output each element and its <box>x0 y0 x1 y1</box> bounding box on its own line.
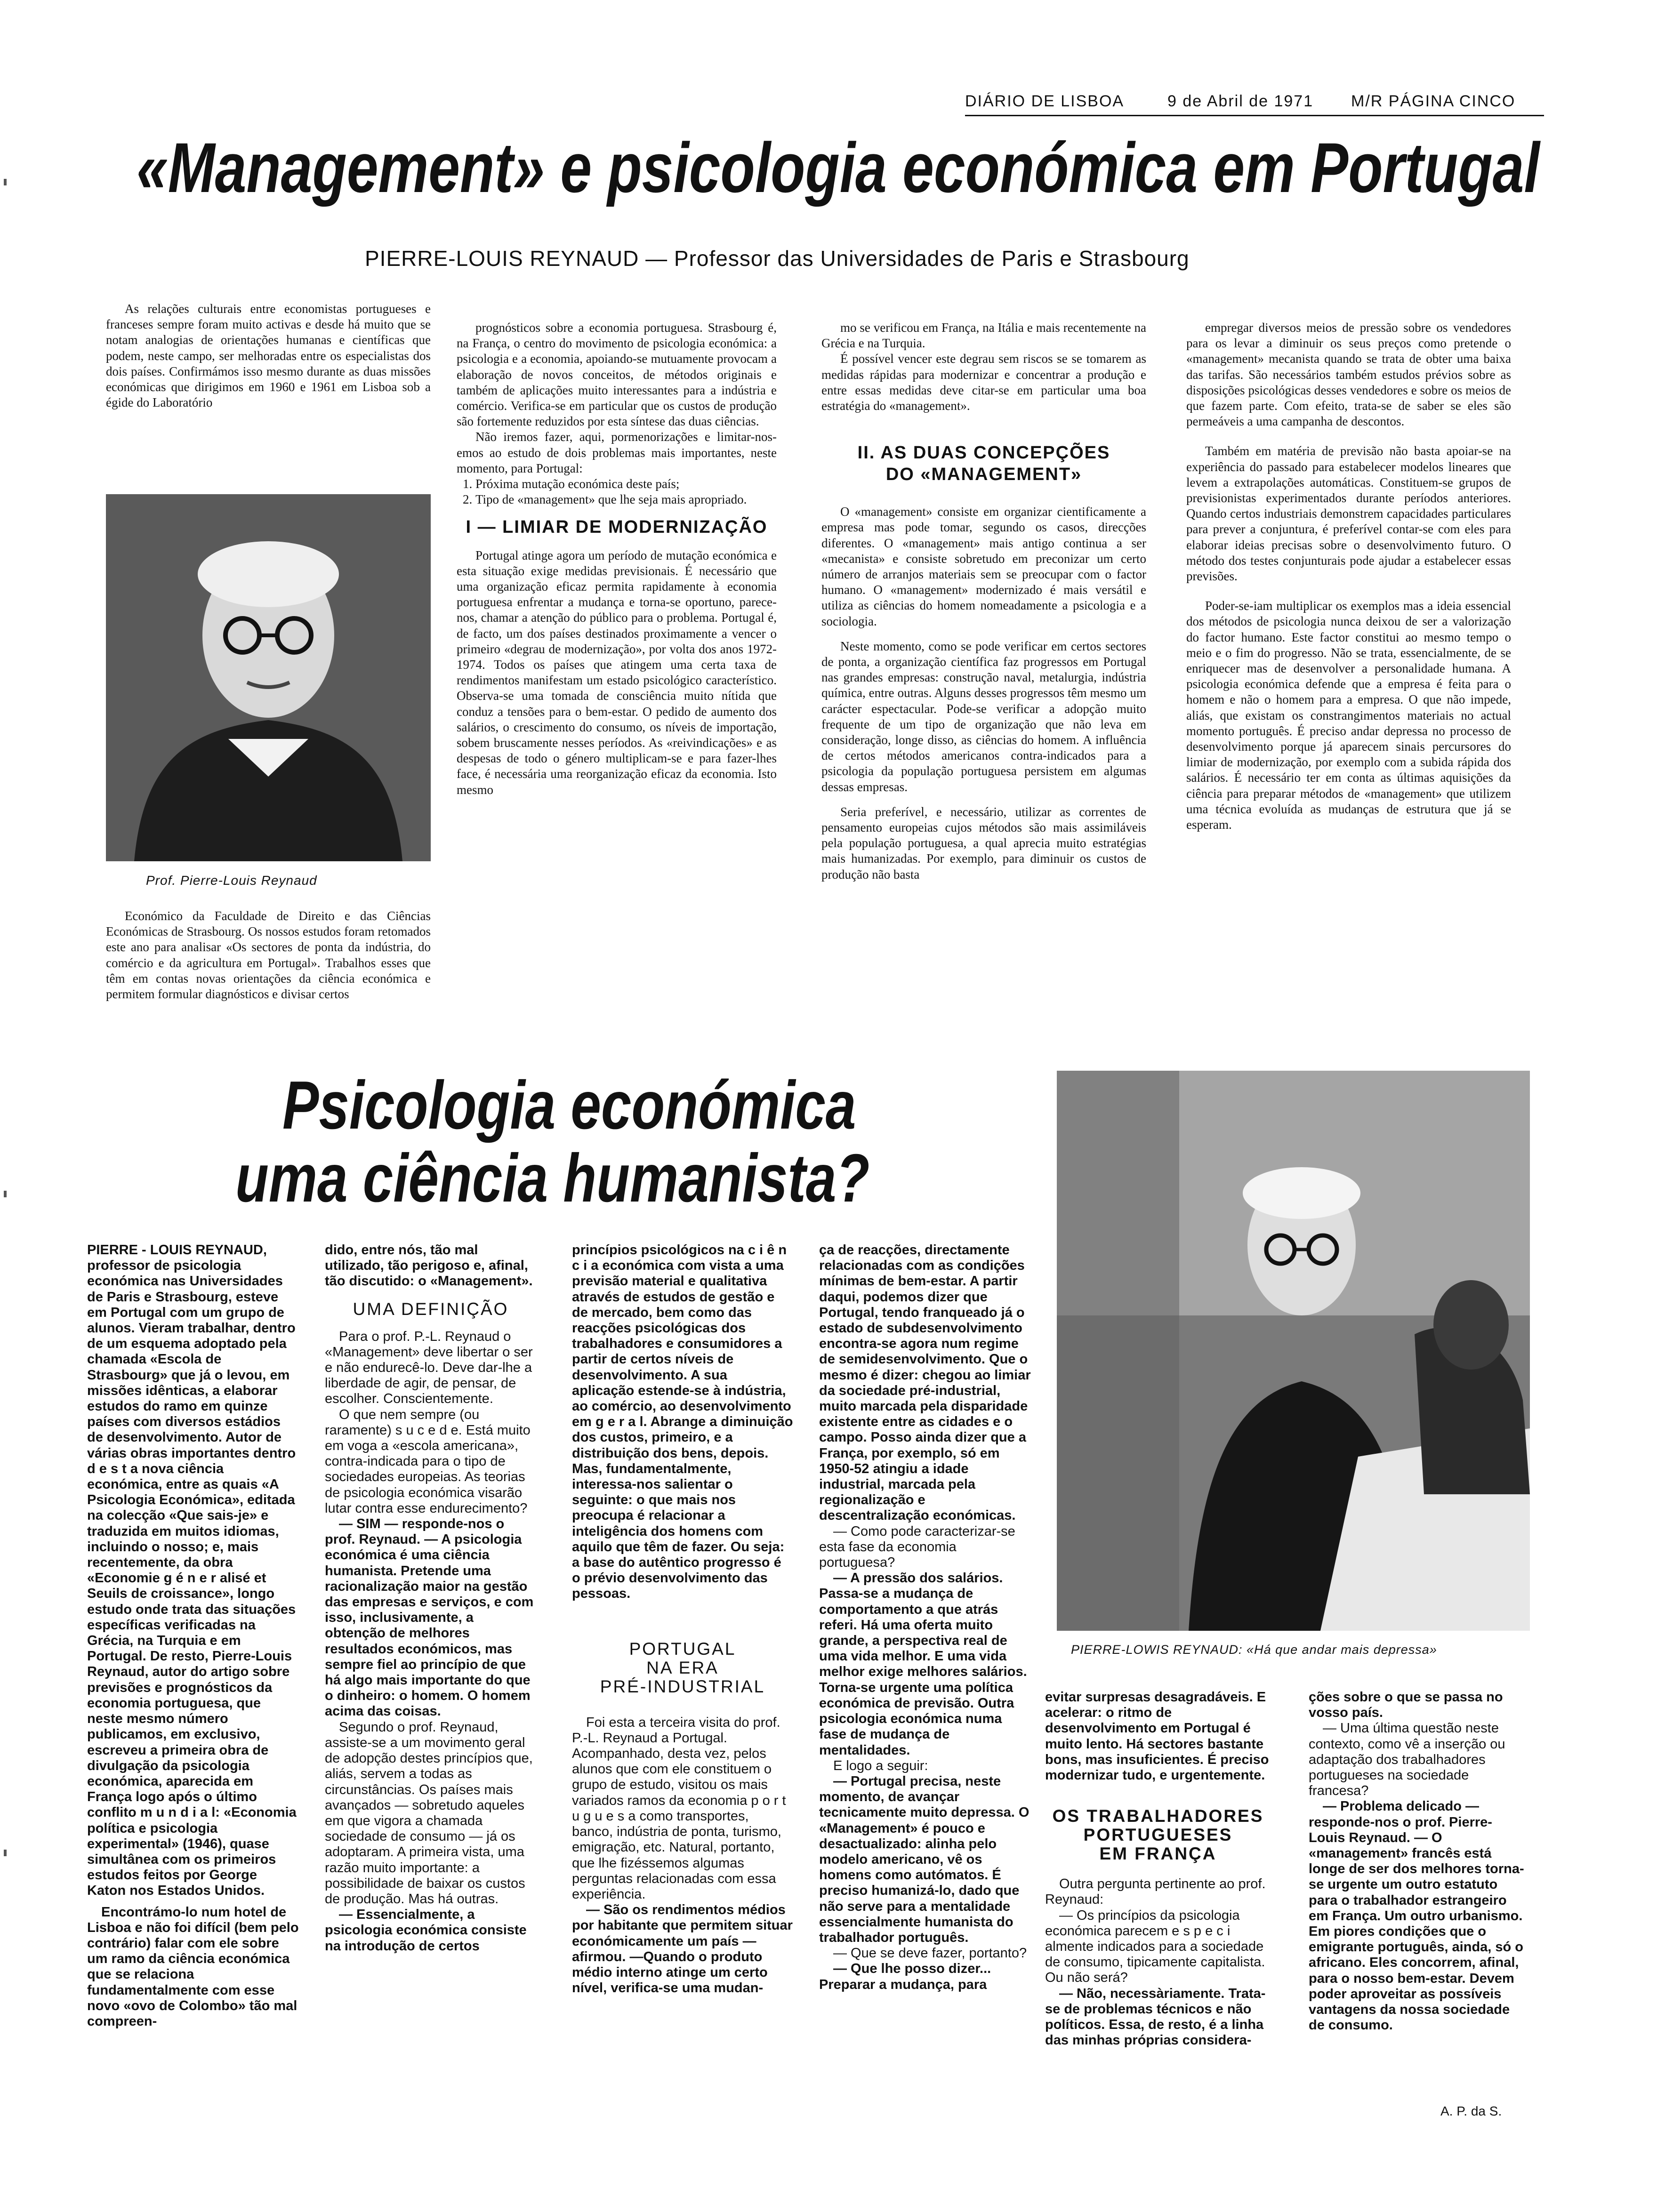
paragraph: PIERRE - LOUIS REYNAUD, professor de psicologia económica nas Universidades de Paris e Strasbourg, esteve em Portugal com um grupo de alunos. Vieram trabalhar, dentro de um esquema adoptado pela chamada «Escola de Strasbourg» que já o levou, em missões idênticas, a elaborar estudos do ramo em quinze países com diversos estádios de desenvolvimento. Autor de várias obras importantes dentro d e s t a nova ciência económica, entre as quais «A Psicologia Económica», editada na colecção «Que sais-je» e traduzida em muitos idiomas, incluindo o nosso; e, mais recentemente, da obra «Economie g é n e r alisé et Seuils de croissance», longo estudo onde trata das situações específicas verificadas na Grécia, na Turquia e em Portugal. De resto, Pierre-Louis Reynaud, autor do artigo sobre previsões e prognósticos da economia portuguesa, que neste mesmo número publicamos, em exclusivo, escreveu a primeira obra de divulgação da psicologia económica, aparecida em França logo após o último conflito m u n d i a l: «Economia política e psicologia experimental» (1946), quase simultânea com os primeiros estudos feitos por George Katon nos Estados Unidos. <box>87 1242 297 1899</box>
article2-column4 <box>819 1242 1031 2165</box>
page-number: M/R PÁGINA CINCO <box>1351 92 1516 110</box>
newspaper-name: DIÁRIO DE LISBOA <box>965 92 1125 110</box>
section-heading: DO «MANAGEMENT» <box>885 465 1082 485</box>
paragraph: evitar surpresas desagradáveis. E acelerar: o ritmo de desenvolvimento em Portugal é muito lento. Há sectores bastante bons, mas insuficientes. É preciso modernizar tudo, e urgentemente. <box>1045 1690 1269 1783</box>
paragraph: dido, entre nós, tão mal utilizado, tão perigoso e, afinal, tão discutido: o «Management». <box>325 1242 533 1289</box>
problem-list <box>475 476 777 507</box>
paragraph: Não iremos fazer, aqui, pormenorizações e limitar-nos-emos ao estudo de dois problemas mais importantes, neste momento, para Portugal: <box>457 430 777 475</box>
article2-column3 <box>572 1242 793 2165</box>
section-heading: PRÉ-INDUSTRIAL <box>600 1676 765 1696</box>
paragraph: — Os princípios da psicologia económica parecem e s p e c i almente indicados para a sociedade de consumo, tipicamente capitalista. Ou não será? <box>1045 1907 1265 1986</box>
paragraph: prognósticos sobre a economia portuguesa. Strasbourg é, na França, o centro do movimento de psicologia económica: a psicologia e a economia, apoiando-se mutuamente provocam a elaboração de novos conceitos, de métodos originais e também de aplicações muito interessantes para a indústria e comércio. Verifica-se em particular que os custos de produção são fortemente reduzidos por esta síntese das duas ciências. <box>457 321 777 429</box>
article1-column4 <box>1186 320 1511 1050</box>
paragraph: Outra pergunta pertinente ao prof. Reynaud: <box>1045 1876 1266 1907</box>
paragraph: — Problema delicado — responde-nos o prof. Pierre-Louis Reynaud. — O «management» francês está longe de ser dos melhores torna-se urgente um outro estatuto para o trabalhador estrangeiro em França. Um outro urbanismo. Em piores condições que o emigrante português, ainda, só o africano. Eles concorrem, afinal, para o nosso bem-estar. Devem poder aproveitar as possíveis vantagens da nossa sociedade de consumo. <box>1309 1799 1524 2033</box>
paragraph: — Que se deve fazer, portanto? <box>833 1946 1027 1961</box>
article2-title-line2: uma ciência humanista? <box>235 1140 870 1216</box>
section-heading: EM FRANÇA <box>1099 1844 1217 1864</box>
paragraph: — Portugal precisa, neste momento, de avançar tecnicamente muito depressa. O «Management» é pouco e desactualizado: alinha pelo modelo americano, vê os homens como autómatos. É preciso humanizá-lo, dado que não serve para a mentalidade essencialmente humanista do trabalhador português. <box>819 1773 1030 1945</box>
paragraph: É possível vencer este degrau sem riscos se se tomarem as medidas rápidas para modernizar e concentrar a produção e entre essas medidas deve citar-se em particular uma boa estratégia do «management». <box>821 352 1146 413</box>
interview-photo <box>1057 1071 1530 1631</box>
article1-column2 <box>457 320 777 1050</box>
paragraph: — SIM — responde-nos o prof. Reynaud. — A psicologia económica é uma ciência humanista. Pretende uma racionalização maior na gestão das empresas e serviços, e com isso, inclusivamente, a obtenção de melhores resultados económicos, mas sempre fiel ao princípio de que há algo mais importante do que o dinheiro: o homem. O homem acima das coisas. <box>325 1516 534 1719</box>
paragraph: mo se verificou em França, na Itália e mais recentemente na Grécia e na Turquia. <box>821 321 1146 351</box>
paragraph: Foi esta a terceira visita do prof. P.-L. Reynaud a Portugal. Acompanhado, desta vez, pelos alunos que com ele constituem o grupo de estudo, visitou os mais variados ramos da economia p o r t u g u e s a como transportes, banco, indústria de ponta, turismo, emigração, etc. Natural, portanto, que lhe fizéssemos algumas perguntas relacionadas com essa experiência. <box>572 1715 786 1902</box>
paragraph: Também em matéria de previsão não basta apoiar-se na experiência do passado para estabelecer modelos lineares que levem a extrapolações automáticas. Constituem-se grupos de previsionistas experimentados durante períodos anteriores. Quando certos industriais demonstrem capacidades particulares para prever a conjuntura, é preferível contar-se com eles para elaborar ideias precisas sobre o desenvolvimento futuro. O método dos testes conjunturais pode ajudar a estabelecer essas previsões. <box>1186 444 1511 584</box>
portrait-photo-image <box>106 494 431 861</box>
article2-column6 <box>1309 1690 1525 2094</box>
paragraph: — Que lhe posso dizer... Preparar a mudança, para <box>819 1961 991 1992</box>
list-item: 2. Tipo de «management» que lhe seja mais apropriado. <box>475 492 777 507</box>
issue-date: 9 de Abril de 1971 <box>1167 92 1314 110</box>
paragraph: — Não, necessàriamente. Trata-se de problemas técnicos e não políticos. Essa, de resto, é a linha das minhas próprias considera- <box>1045 1986 1266 2048</box>
section-heading: PORTUGUESES <box>1083 1825 1233 1845</box>
article-byline: PIERRE-LOUIS REYNAUD — Professor das Universidades de Paris e Strasbourg <box>365 246 1190 271</box>
section-heading: NA ERA <box>646 1658 719 1677</box>
margin-mark <box>4 1191 7 1197</box>
paragraph: — Uma última questão neste contexto, como vê a inserção ou adaptação dos trabalhadores portugueses na sociedade francesa? <box>1309 1721 1505 1799</box>
margin-mark <box>4 1850 7 1856</box>
page-header <box>965 92 1544 116</box>
section-heading: I — LIMIAR DE MODERNIZAÇÃO <box>466 517 768 537</box>
paragraph: O que nem sempre (ou raramente) s u c e d e. Está muito em voga a «escola americana», contra-indicada para o tipo de sociedades europeias. As teorias de psicologia económica visarão lutar contra esse endurecimento? <box>325 1407 531 1516</box>
paragraph: Encontrámo-lo num hotel de Lisboa e não foi difícil (bem pelo contrário) falar com ele sobre um ramo da ciência económica que se relaciona fundamentalmente com esse novo «ovo de Colombo» tão mal compreen- <box>87 1904 299 2029</box>
paragraph: Para o prof. P.-L. Reynaud o «Management» deve libertar o ser e não endurecê-lo. Deve dar-lhe a liberdade de agir, de pensar, de escolher. Conscientemente. <box>325 1329 533 1407</box>
paragraph: Seria preferível, e necessário, utilizar as correntes de pensamento europeias cujos métodos são mais assimiláveis pela população portuguesa, a qual aprecia muito estratégias mais humanizadas. Por exemplo, para diminuir os custos de produção não basta <box>821 804 1146 882</box>
paragraph: ça de reacções, directamente relacionadas com as condições mínimas de bem-estar. A partir daqui, podemos dizer que Portugal, tendo franqueado já o estado de subdesenvolvimento encontra-se agora num regime de semidesenvolvimento. Que o mesmo é dizer: chegou ao limiar da sociedade pré-industrial, muito marcada pela disparidade existente entre as cidades e o campo. Posso ainda dizer que a França, por exemplo, só em 1950-52 atingiu a idade industrial, marcada pela regionalização e descentralização económicas. <box>819 1242 1031 1523</box>
article1-column1-bottom <box>106 908 431 1050</box>
article1-column1-top <box>106 301 431 480</box>
article2-title-line1: Psicologia económica <box>282 1067 856 1143</box>
section-heading: PORTUGAL <box>629 1639 736 1659</box>
paragraph: ções sobre o que se passa no vosso país. <box>1309 1690 1503 1721</box>
paragraph: O «management» consiste em organizar cientificamente a empresa mas pode tomar, segundo os casos, direcções diferentes. O «management» mais antigo continua a ser «mecanista» e consiste sobretudo em preconizar um certo número de arranjos materiais sem se preocupar com o factor humano. O «management» modernizado é mais versátil e utiliza as ciências do homem nomeadamente a psicologia e a sociologia. <box>821 505 1146 628</box>
paragraph: empregar diversos meios de pressão sobre os vendedores para os levar a diminuir os seus preços como pretende o «management» mecanista quando se trata de obter uma baixa das tarifas. São necessários também estudos prévios sobre as disposições psicológicas desses vendedores e sobre os meios de que fazem parte. Com efeito, trata-se de saber se eles são permeáveis a uma campanha de descontos. <box>1186 321 1511 429</box>
section-heading: OS TRABALHADORES <box>1052 1806 1264 1826</box>
margin-mark <box>4 179 7 185</box>
paragraph: Económico da Faculdade de Direito e das Ciências Económicas de Strasbourg. Os nossos estudos foram retomados este ano para analisar «Os sectores de ponta da indústria, do comércio e da agricultura em Portugal». Trabalhos esses que têm em contas novas orientações da ciência económica e permitem formular diagnósticos e divisar certos <box>106 909 431 1002</box>
interview-photo-image <box>1057 1071 1530 1631</box>
author-signature: A. P. da S. <box>1440 2104 1502 2118</box>
paragraph: As relações culturais entre economistas portugueses e franceses sempre foram muito activas e desde há muito que se notam analogias de orientações humanas e científicas que podem, neste campo, ser melhoradas entre os especialistas dos dois países. Confirmámos isso mesmo durante as duas missões económicas que dirigimos em 1960 e 1961 em Lisboa sob a égide do Laboratório <box>106 302 431 410</box>
article2-column2 <box>325 1242 537 2165</box>
paragraph: princípios psicológicos na c i ê n c i a económica com vista a uma previsão material e qualitativa através de estudos de gestão e de mercado, bem como das reacções psicológicas dos trabalhadores e consumidores a partir de certos níveis de desenvolvimento. A sua aplicação estende-se à indústria, ao comércio, ao desenvolvimento em g e r a l. Abrange a diminuição dos custos, primeiro, e a distribuição dos bens, depois. Mas, fundamentalmente, interessa-nos salientar o seguinte: o que mais nos preocupa é relacionar a inteligência dos homens com aquilo que têm de fazer. Ou seja: a base do autêntico progresso é o prévio desenvolvimento das pessoas. <box>572 1242 793 1602</box>
paragraph: Neste momento, como se pode verificar em certos sectores de ponta, a organização científica faz progressos em Portugal nas grandes empresas: construção naval, metalurgia, indústria química, entre outras. Alguns desses progressos têm mesmo um carácter espectacular. Pode-se verificar a adopção muito frequente de um tipo de organização que não leva em consideração, longe disso, as ciências do homem. A influência de certos métodos americanos contra-indicados para a psicologia da população portuguesa persistem em algumas dessas empresas. <box>821 639 1146 794</box>
header-rule <box>965 115 1544 116</box>
paragraph: Poder-se-iam multiplicar os exemplos mas a ideia essencial dos métodos de psicologia nunca deixou de ser a valorização do factor humano. Este factor constitui ao mesmo tempo o meio e o fim do progresso. Não se trata, essencialmente, de se enriquecer mas de desenvolver a personalidade humana. A psicologia económica defende que a empresa é feita para o homem e não o homem para a empresa. O que não impede, aliás, que existam os constrangimentos materiais no actual momento português. É preciso andar depressa no processo de desenvolvimento porque já aparecem sinais percursores do limiar de modernização, por exemplo com a subida rápida dos salários. É necessário ter em conta as últimas aquisições da ciência para preparar métodos de «management» que utilizem uma técnica evoluída as mudanças de estrutura que já se esperam. <box>1186 599 1511 832</box>
paragraph: E logo a seguir: <box>833 1758 928 1773</box>
paragraph: — São os rendimentos médios por habitante que permitem situar económicamente um país — afirmou. —Quando o produto médio interno atinge um certo nível, verifica-se uma mudan- <box>572 1902 793 1996</box>
paragraph: — Essencialmente, a psicologia económica consiste na introdução de certos <box>325 1907 527 1954</box>
paragraph: — Como pode caracterizar-se esta fase da economia portuguesa? <box>819 1523 1015 1571</box>
paragraph: — A pressão dos salários. Passa-se a mudança de comportamento a que atrás referi. Há uma oferta muito grande, a perspectiva real de uma vida melhor. E uma vida melhor exige melhores salários. Torna-se urgente uma política económica de previsão. Outra psicologia económica numa fase de mudança de mentalidades. <box>819 1571 1027 1758</box>
interview-photo-caption: PIERRE-LOWIS REYNAUD: «Há que andar mais depressa» <box>1071 1643 1437 1657</box>
portrait-photo <box>106 494 431 861</box>
list-item: 1. Próxima mutação económica deste país; <box>475 476 777 492</box>
section-heading: II. AS DUAS CONCEPÇÕES <box>857 443 1110 463</box>
article2-column1 <box>87 1242 299 2165</box>
section-heading: UMA DEFINIÇÃO <box>353 1299 509 1319</box>
paragraph: Segundo o prof. Reynaud, assiste-se a um movimento geral de adopção destes princípios que, aliás, servem a todas as circunstâncias. Os países mais avançados — sobretudo aqueles em que vigora a chamada sociedade de consumo — já os adoptaram. A primeira vista, uma razão muito importante: a possibilidade de baixar os custos de produção. Mas há outras. <box>325 1719 533 1907</box>
photo-caption: Prof. Pierre-Louis Reynaud <box>146 873 317 888</box>
paragraph: Portugal atinge agora um período de mutação económica e esta situação exige medidas previsionais. É necessário que uma organização eficaz permita rapidamente à economia portuguesa enfrentar a mudança e torna-se oportuno, parece-nos, chamar a atenção do público para o problema. Portugal é, de facto, um dos países destinados proximamente a vencer o primeiro «degrau de modernização», por volta dos anos 1972-1974. Todos os países que atingem uma certa taxa de rendimentos manifestam um estado psicológico característico. Observa-se uma tomada de consciência muito nítida que conduz a tensões para o bem-estar. O pedido de aumento dos salários, o crescimento do consumo, os níveis de importação, sobem bruscamente nesses períodos. As «reivindicações» e as despesas de todo o género multiplicam-se e para fazer-lhes face, é necessária uma reorganização eficaz da economia. Isto mesmo <box>457 548 777 797</box>
article-title: «Management» e psicologia económica em Portugal <box>137 128 1540 207</box>
article1-column3 <box>821 320 1146 1050</box>
article2-column5 <box>1045 1690 1271 2165</box>
